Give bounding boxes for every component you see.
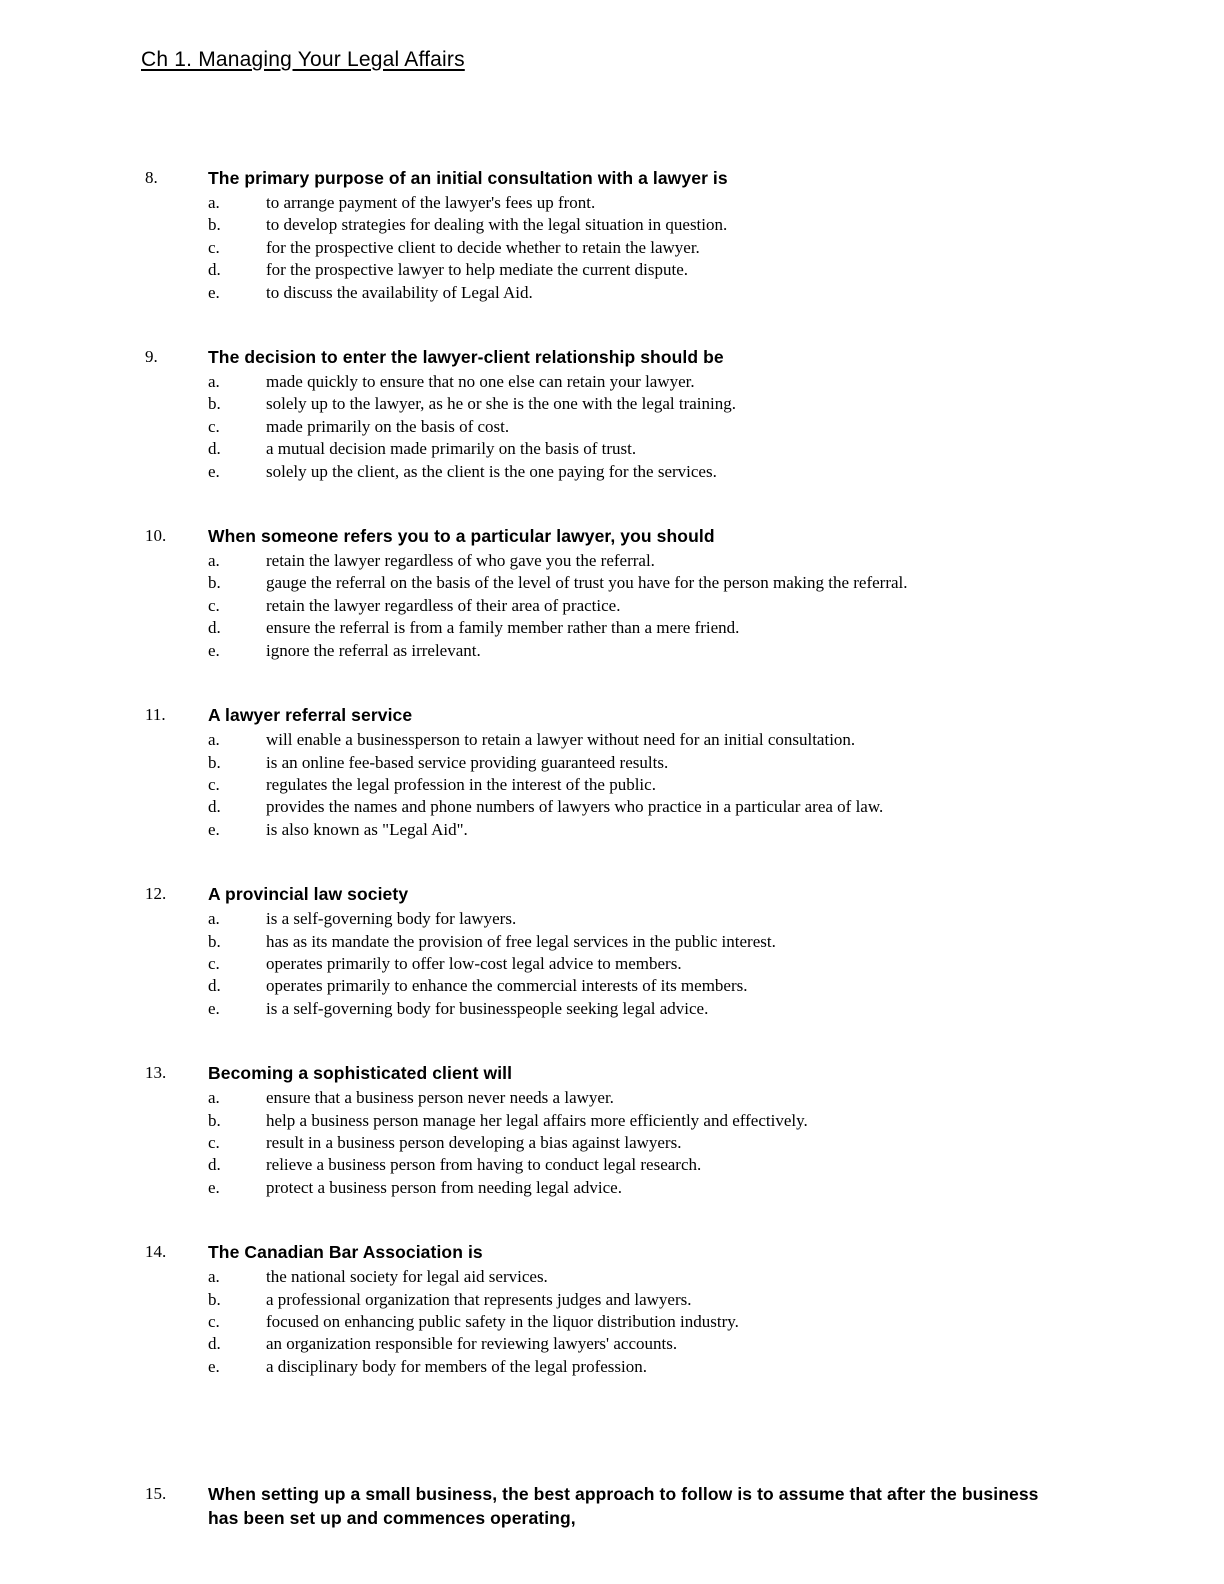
option-text: is an online fee-based service providing guaranteed results. — [266, 752, 669, 772]
answer-option — [208, 1132, 1068, 1154]
option-text: made primarily on the basis of cost. — [266, 416, 510, 436]
option-letter: d. — [208, 618, 221, 638]
option-text: result in a business person developing a bias against lawyers. — [266, 1132, 682, 1152]
question — [145, 882, 1144, 1020]
answer-option — [208, 1356, 1068, 1378]
option-letter: a. — [208, 730, 220, 750]
option-letter: e. — [208, 819, 220, 839]
option-letter: a. — [208, 551, 220, 571]
option-letter: c. — [208, 595, 220, 615]
answer-option — [208, 931, 1068, 953]
answer-option — [208, 192, 1068, 214]
question-body — [208, 1061, 1068, 1199]
option-text: operates primarily to offer low-cost legal advice to members. — [266, 953, 682, 973]
question — [145, 703, 1144, 841]
option-text: protect a business person from needing legal advice. — [266, 1177, 622, 1197]
option-text: has as its mandate the provision of free legal services in the public interest. — [266, 931, 776, 951]
question-list — [145, 166, 1144, 1532]
option-text: operates primarily to enhance the commercial interests of its members. — [266, 976, 748, 996]
option-text: for the prospective client to decide whether to retain the lawyer. — [266, 237, 700, 257]
option-letter: b. — [208, 573, 221, 593]
option-letter: b. — [208, 1110, 221, 1130]
question-number: 9. — [145, 347, 158, 367]
option-letter: d. — [208, 260, 221, 280]
answer-option — [208, 1154, 1068, 1176]
answer-option — [208, 908, 1068, 930]
question — [145, 345, 1144, 483]
question-stem: The Canadian Bar Association is — [208, 1242, 483, 1263]
option-text: to discuss the availability of Legal Aid. — [266, 282, 533, 302]
question — [145, 1061, 1144, 1199]
question-stem: A provincial law society — [208, 884, 409, 905]
option-text: solely up to the lawyer, as he or she is the one with the legal training. — [266, 394, 737, 414]
option-text: retain the lawyer regardless of their area of practice. — [266, 595, 621, 615]
option-letter: b. — [208, 752, 221, 772]
answer-option — [208, 393, 1068, 415]
answer-option — [208, 729, 1068, 751]
option-letter: c. — [208, 774, 220, 794]
option-text: an organization responsible for reviewing lawyers' accounts. — [266, 1334, 678, 1354]
answer-option — [208, 1311, 1068, 1333]
question-stem: A lawyer referral service — [208, 705, 413, 726]
answer-option — [208, 1333, 1068, 1355]
option-letter: d. — [208, 439, 221, 459]
option-letter: b. — [208, 394, 221, 414]
answer-option — [208, 371, 1068, 393]
question-number: 10. — [145, 526, 167, 546]
option-text: is also known as "Legal Aid". — [266, 819, 468, 839]
question-body — [208, 524, 1068, 662]
option-letter: e. — [208, 640, 220, 660]
option-letter: e. — [208, 461, 220, 481]
option-letter: a. — [208, 1267, 220, 1287]
option-text: ignore the referral as irrelevant. — [266, 640, 481, 660]
option-letter: c. — [208, 1312, 220, 1331]
option-letter: c. — [208, 237, 220, 257]
option-letter: e. — [208, 998, 220, 1018]
option-text: regulates the legal profession in the interest of the public. — [266, 774, 656, 794]
question-body — [208, 345, 1068, 483]
question-body — [208, 1482, 1068, 1532]
option-text: help a business person manage her legal affairs more efficiently and effectively. — [266, 1110, 808, 1130]
answer-option — [208, 550, 1068, 572]
option-text: ensure the referral is from a family member rather than a mere friend. — [266, 618, 740, 638]
answer-option — [208, 237, 1068, 259]
option-text: for the prospective lawyer to help mediate the current dispute. — [266, 260, 689, 280]
option-letter: b. — [208, 931, 221, 951]
option-letter: a. — [208, 909, 220, 929]
answer-option — [208, 572, 1068, 594]
question — [145, 1240, 1144, 1378]
answer-option — [208, 774, 1068, 796]
option-letter: e. — [208, 1177, 220, 1197]
answer-option — [208, 819, 1068, 841]
answer-option — [208, 1289, 1068, 1311]
option-text: gauge the referral on the basis of the level of trust you have for the person making the referral. — [266, 573, 908, 593]
answer-option — [208, 1177, 1068, 1199]
question-body — [208, 1240, 1068, 1378]
answer-option — [208, 282, 1068, 304]
question — [145, 166, 1144, 304]
answer-option — [208, 975, 1068, 997]
option-text: retain the lawyer regardless of who gave you the referral. — [266, 551, 655, 571]
question-number: 15. — [145, 1484, 167, 1504]
answer-option — [208, 640, 1068, 662]
option-text: to develop strategies for dealing with the legal situation in question. — [266, 215, 728, 235]
option-text: a mutual decision made primarily on the basis of trust. — [266, 439, 637, 459]
answer-option — [208, 1266, 1068, 1288]
answer-option — [208, 1087, 1068, 1109]
option-letter: d. — [208, 797, 221, 817]
option-letter: b. — [208, 215, 221, 235]
option-text: is a self-governing body for businesspeople seeking legal advice. — [266, 998, 709, 1018]
option-text: focused on enhancing public safety in the liquor distribution industry. — [266, 1312, 739, 1331]
answer-option — [208, 998, 1068, 1020]
question-number: 11. — [145, 705, 166, 725]
option-text: solely up the client, as the client is the one paying for the services. — [266, 461, 717, 481]
option-letter: d. — [208, 1334, 221, 1354]
question-number: 12. — [145, 884, 167, 904]
option-letter: a. — [208, 193, 220, 212]
answer-option — [208, 214, 1068, 236]
answer-option — [208, 1110, 1068, 1132]
option-letter: b. — [208, 1289, 221, 1309]
question-stem: The primary purpose of an initial consultation with a lawyer is — [208, 168, 728, 188]
answer-option — [208, 953, 1068, 975]
question-body — [208, 703, 1068, 841]
option-letter: c. — [208, 953, 220, 973]
option-text: made quickly to ensure that no one else can retain your lawyer. — [266, 372, 695, 392]
option-letter: c. — [208, 416, 220, 436]
option-text: ensure that a business person never needs a lawyer. — [266, 1088, 614, 1108]
question — [145, 524, 1144, 662]
option-letter: e. — [208, 1356, 220, 1376]
option-letter: d. — [208, 1155, 221, 1175]
question-stem: The decision to enter the lawyer-client relationship should be — [208, 347, 724, 368]
question-body — [208, 166, 1068, 304]
answer-option — [208, 752, 1068, 774]
question-number: 13. — [145, 1063, 167, 1083]
question-stem: When setting up a small business, the best approach to follow is to assume that after the business has been set up and commences operating, — [208, 1484, 1039, 1529]
question — [145, 1482, 1144, 1532]
option-letter: c. — [208, 1132, 220, 1152]
answer-option — [208, 617, 1068, 639]
answer-option — [208, 416, 1068, 438]
question-number: 14. — [145, 1242, 167, 1262]
question-stem: Becoming a sophisticated client will — [208, 1063, 513, 1084]
option-text: a professional organization that represents judges and lawyers. — [266, 1289, 692, 1309]
option-text: relieve a business person from having to conduct legal research. — [266, 1155, 702, 1175]
option-text: the national society for legal aid services. — [266, 1267, 548, 1287]
answer-option — [208, 259, 1068, 281]
answer-option — [208, 796, 1068, 818]
answer-option — [208, 595, 1068, 617]
option-text: is a self-governing body for lawyers. — [266, 909, 517, 929]
option-letter: d. — [208, 976, 221, 996]
option-letter: a. — [208, 372, 220, 392]
document-title: Ch 1. Managing Your Legal Affairs — [141, 48, 465, 71]
option-text: a disciplinary body for members of the legal profession. — [266, 1356, 647, 1376]
question-number: 8. — [145, 168, 158, 187]
option-letter: e. — [208, 282, 220, 302]
option-text: will enable a businessperson to retain a lawyer without need for an initial consultation. — [266, 730, 856, 750]
answer-option — [208, 438, 1068, 460]
option-letter: a. — [208, 1088, 220, 1108]
option-text: to arrange payment of the lawyer's fees up front. — [266, 193, 596, 212]
question-stem: When someone refers you to a particular lawyer, you should — [208, 526, 715, 547]
answer-option — [208, 461, 1068, 483]
option-text: provides the names and phone numbers of lawyers who practice in a particular area of law. — [266, 797, 884, 817]
question-body — [208, 882, 1068, 1020]
